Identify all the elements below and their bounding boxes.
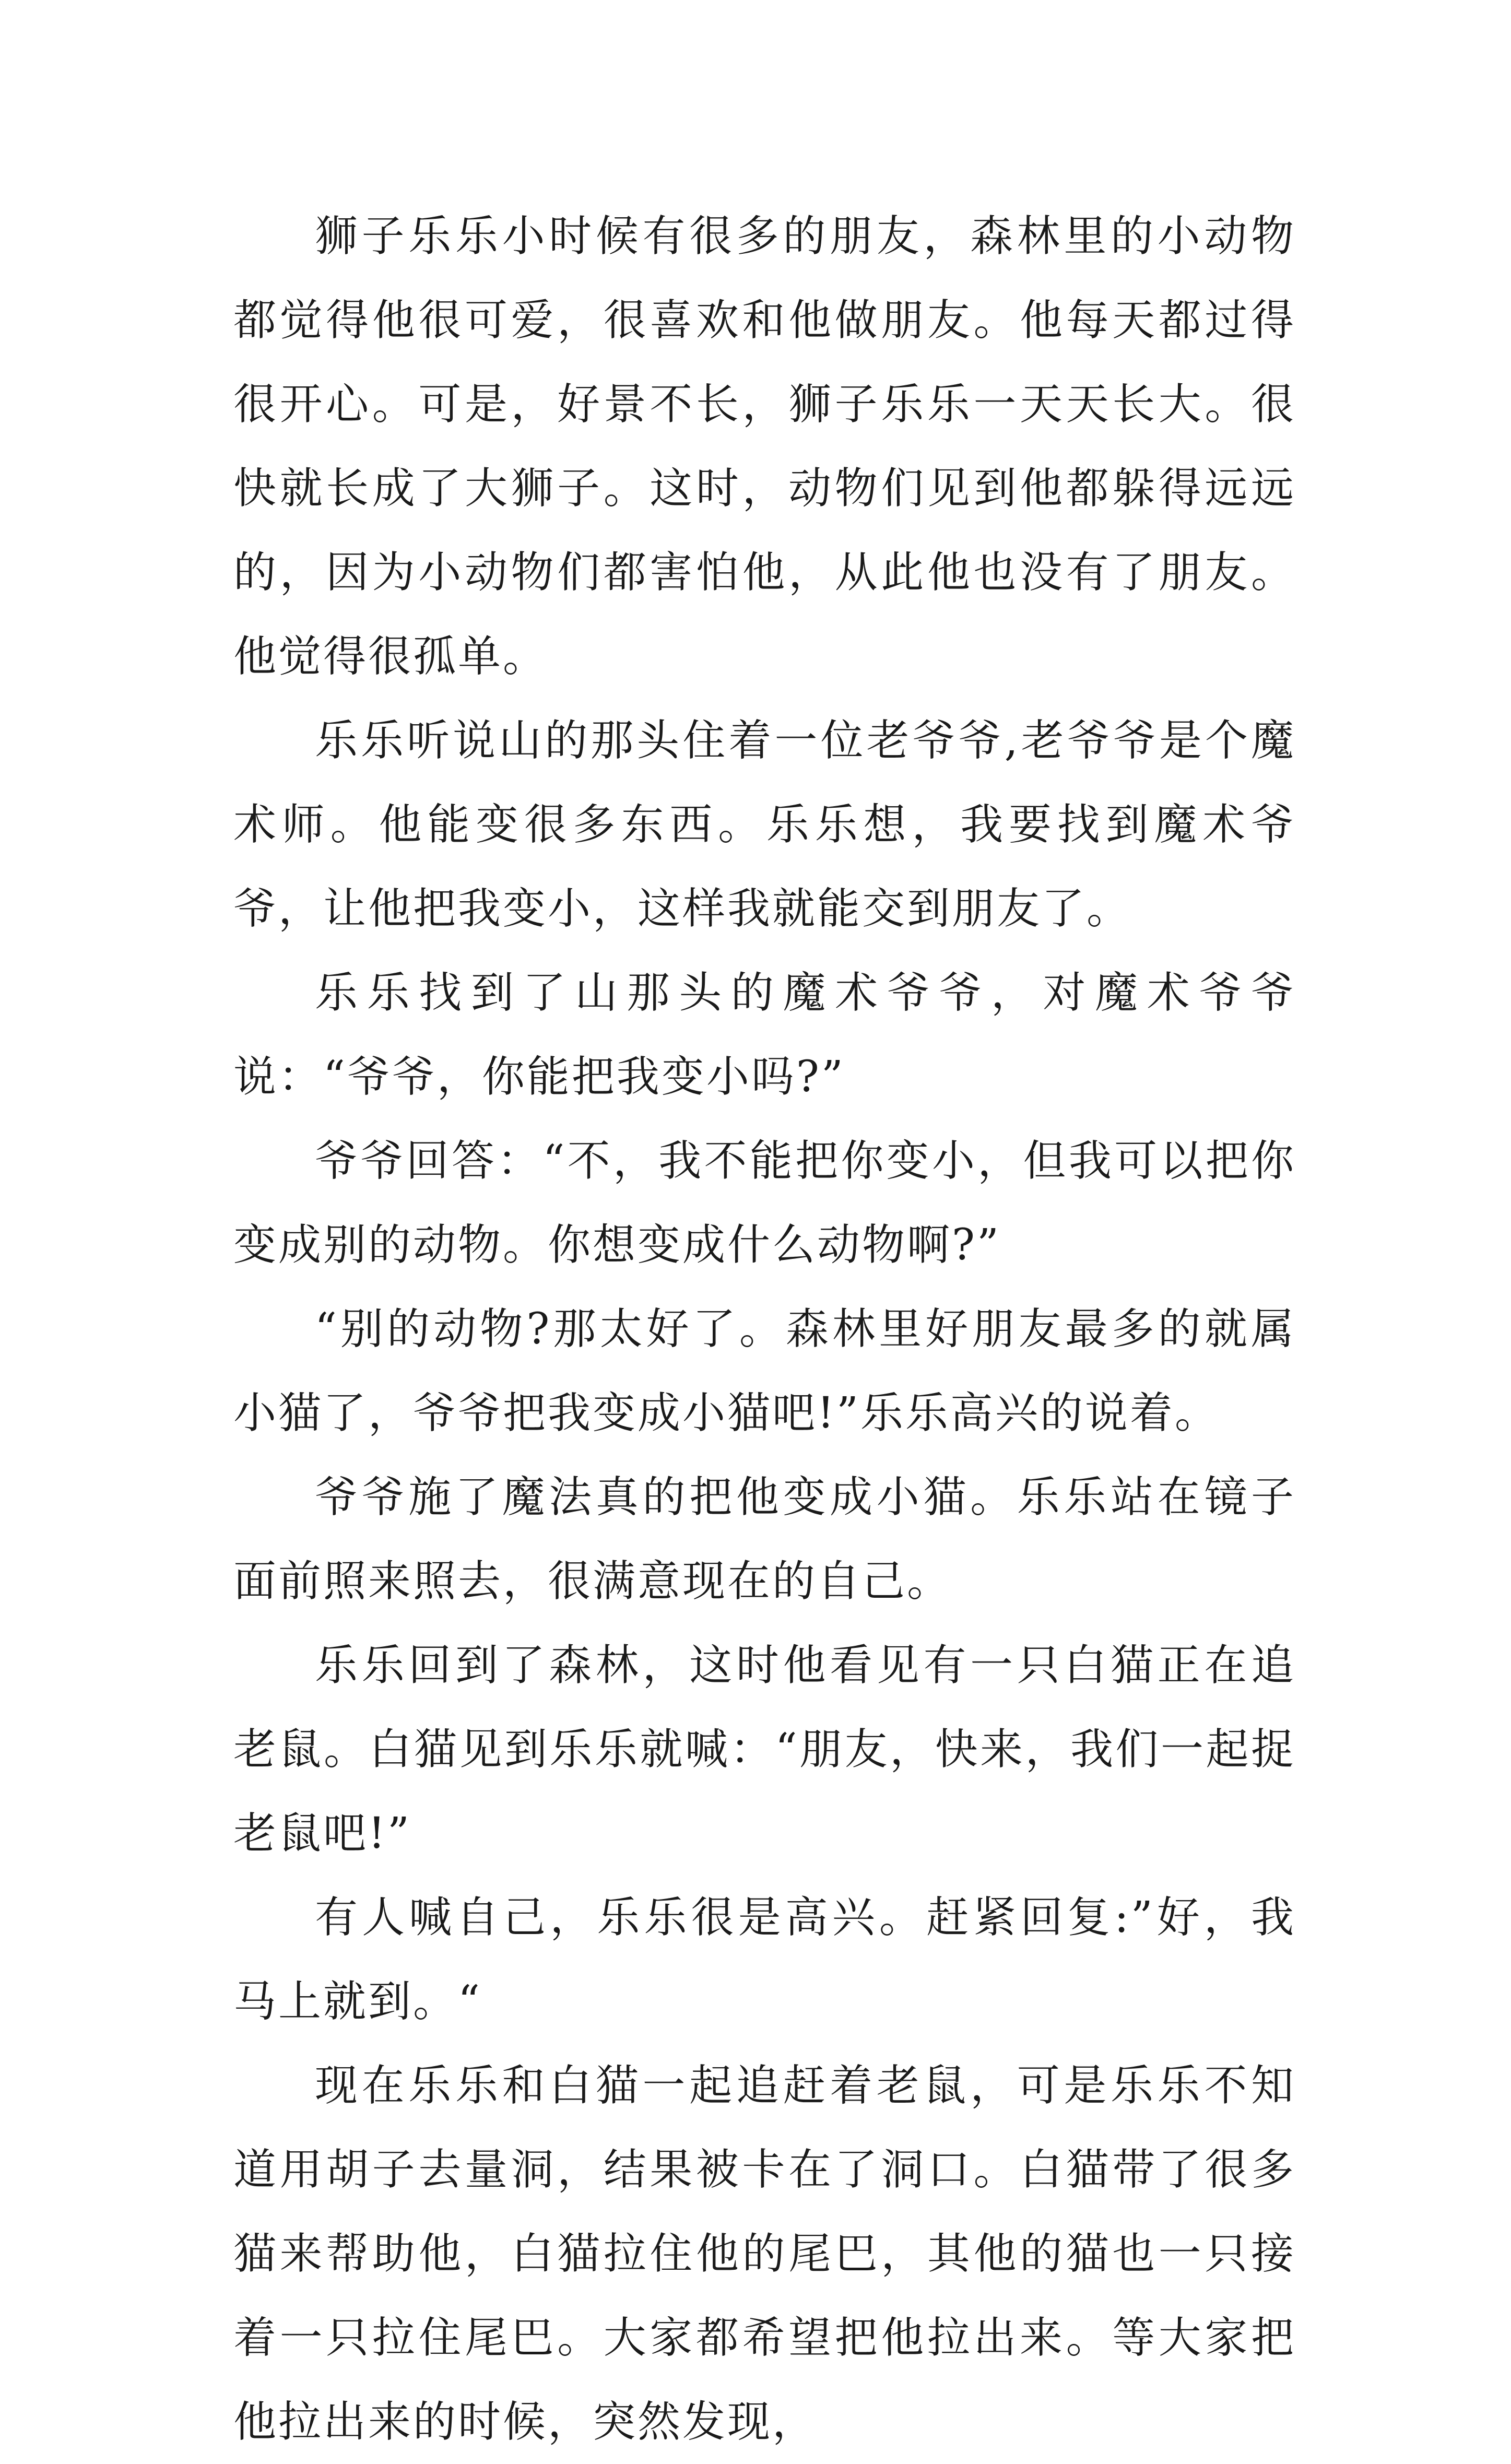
paragraph-5: “别的动物?那太好了。森林里好朋友最多的就属小猫了，爷爷把我变成小猫吧!”乐乐高兴的说着。: [233, 1304, 1296, 1438]
paragraph-3: 乐乐找到了山那头的魔术爷爷，对魔术爷爷说：“爷爷，你能把我变小吗?”: [233, 968, 1296, 1102]
paragraph-1: 狮子乐乐小时候有很多的朋友，森林里的小动物都觉得他很可爱，很喜欢和他做朋友。他每天都过得很开心。可是，好景不长，狮子乐乐一天天长大。很快就长成了大狮子。这时，动物们见到他都躲得远远的，因为小动物们都害怕他，从此他也没有了朋友。他觉得很孤单。: [233, 211, 1296, 681]
paragraph-7: 乐乐回到了森林，这时他看见有一只白猫正在追老鼠。白猫见到乐乐就喊：“朋友，快来，我们一起捉老鼠吧!”: [233, 1641, 1296, 1858]
paragraph-4: 爷爷回答：“不，我不能把你变小，但我可以把你变成别的动物。你想变成什么动物啊?”: [233, 1136, 1296, 1270]
paragraph-2: 乐乐听说山的那头住着一位老爷爷,老爷爷是个魔术师。他能变很多东西。乐乐想，我要找到魔术爷爷，让他把我变小，这样我就能交到朋友了。: [233, 716, 1296, 934]
paragraph-9: 现在乐乐和白猫一起追赶着老鼠，可是乐乐不知道用胡子去量洞，结果被卡在了洞口。白猫带了很多猫来帮助他，白猫拉住他的尾巴，其他的猫也一只接着一只拉住尾巴。大家都希望把他拉出来。等大家把他拉出来的时候，突然发现，: [233, 2061, 1296, 2447]
story-text: [233, 194, 1296, 2464]
paragraph-8: 有人喊自己，乐乐很是高兴。赶紧回复:”好，我马上就到。“: [233, 1893, 1296, 2026]
paragraph-6: 爷爷施了魔法真的把他变成小猫。乐乐站在镜子面前照来照去，很满意现在的自己。: [233, 1472, 1296, 1606]
